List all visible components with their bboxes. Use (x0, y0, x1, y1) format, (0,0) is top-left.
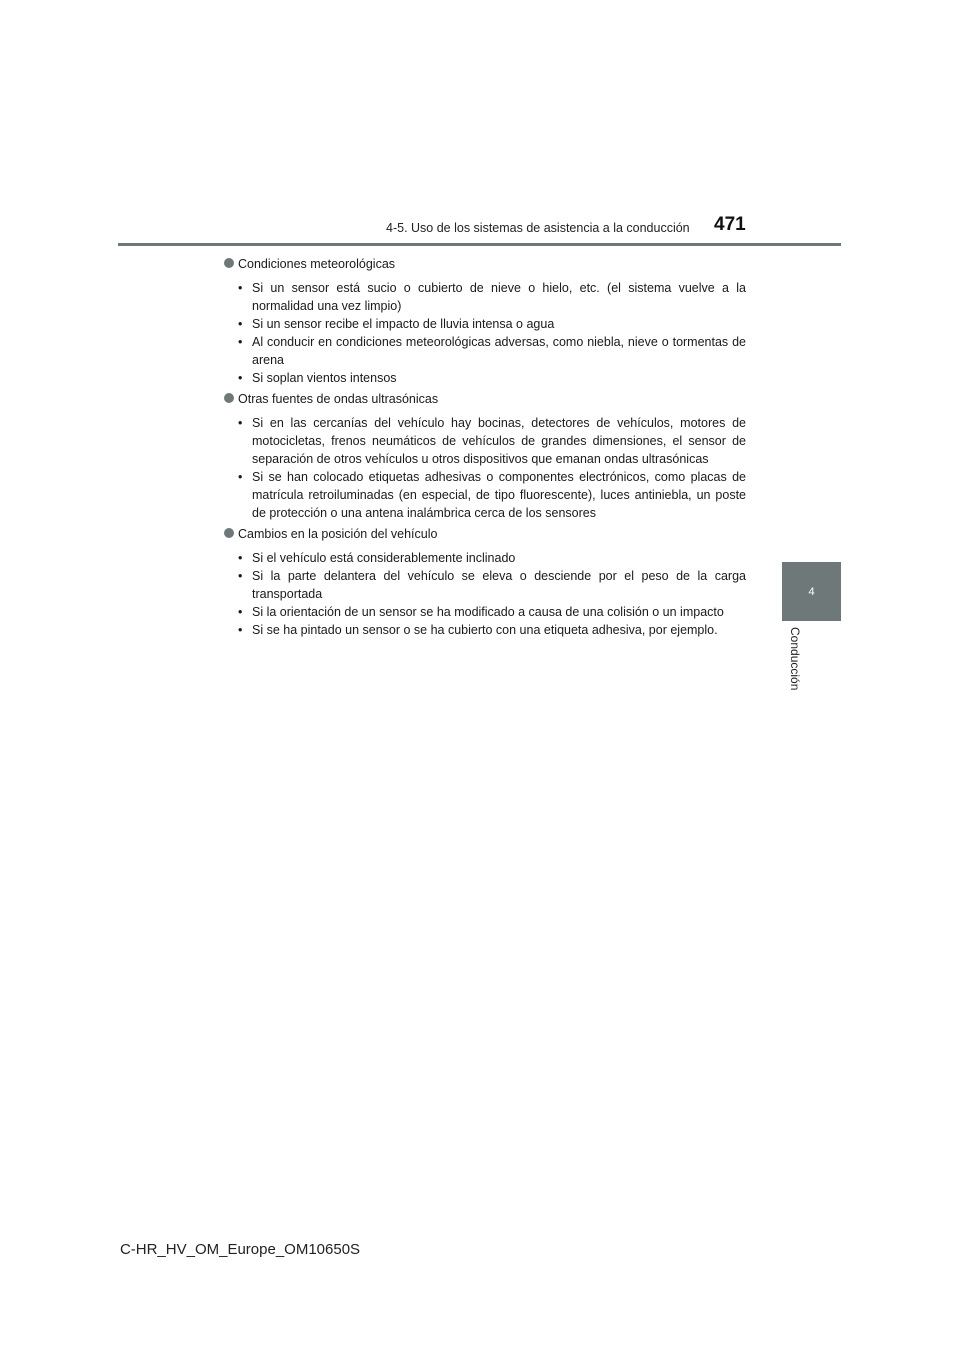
list-item: • Si se ha pintado un sensor o se ha cubierto con una etiqueta adhesiva, por ejemplo. (238, 623, 718, 637)
running-header-section: 4-5. Uso de los sistemas de asistencia a la conducción (386, 221, 690, 235)
group-title-text: Cambios en la posición del vehículo (238, 527, 438, 541)
condition-group-vehicle-position (224, 525, 746, 639)
condition-group-weather (224, 255, 746, 387)
chapter-tab (782, 562, 841, 621)
condition-group-ultrasonic (224, 390, 746, 522)
list-item: • Si en las cercanías del vehículo hay bocinas, detectores de vehículos, motores de motocicletas, frenos neumáticos de vehículos de grandes dimensiones, el sensor de separación de otros vehículos u otros dispositivos que emanan ondas ultrasónicas (238, 416, 746, 466)
list-item: • Si un sensor está sucio o cubierto de nieve o hielo, etc. (el sistema vuelve a la normalidad una vez limpio) (238, 281, 746, 313)
bullet-dot-icon: • (238, 281, 243, 295)
chapter-label: Conducción (788, 627, 802, 691)
header-divider (118, 243, 841, 246)
bullet-dot-icon: • (238, 470, 243, 484)
bullet-circle-icon (224, 528, 234, 538)
group-title (224, 525, 746, 543)
bullet-dot-icon: • (238, 551, 243, 565)
document-code: C-HR_HV_OM_Europe_OM10650S (119, 1241, 361, 1258)
list-item: • Si la parte delantera del vehículo se eleva o desciende por el peso de la carga transportada (238, 569, 746, 601)
list-item: • Si un sensor recibe el impacto de lluvia intensa o agua (238, 317, 555, 331)
bullet-dot-icon: • (238, 317, 243, 331)
bullet-dot-icon: • (238, 569, 243, 583)
list-item: • Si el vehículo está considerablemente inclinado (238, 551, 516, 565)
list-item: • Si se han colocado etiquetas adhesivas o componentes electrónicos, como placas de matrícula retroiluminadas (en especial, de tipo fluorescente), luces antiniebla, un poste de protección o una antena inalámbrica cerca de los sensores (238, 470, 746, 520)
list-item: • Al conducir en condiciones meteorológicas adversas, como niebla, nieve o tormentas de arena (238, 335, 746, 367)
bullet-dot-icon: • (238, 416, 243, 430)
page-number: 471 (714, 214, 746, 235)
bullet-circle-icon (224, 393, 234, 403)
group-title-text: Condiciones meteorológicas (238, 257, 396, 271)
page-content (224, 255, 746, 642)
list-item: • Si soplan vientos intensos (238, 371, 397, 385)
bullet-dot-icon: • (238, 371, 243, 385)
chapter-number: 4 (808, 585, 815, 598)
group-title-text: Otras fuentes de ondas ultrasónicas (238, 392, 439, 406)
list-item: • Si la orientación de un sensor se ha modificado a causa de una colisión o un impacto (238, 605, 724, 619)
bullet-circle-icon (224, 258, 234, 268)
group-title (224, 390, 746, 408)
group-title (224, 255, 746, 273)
bullet-dot-icon: • (238, 605, 243, 619)
bullet-dot-icon: • (238, 335, 243, 349)
bullet-dot-icon: • (238, 623, 243, 637)
